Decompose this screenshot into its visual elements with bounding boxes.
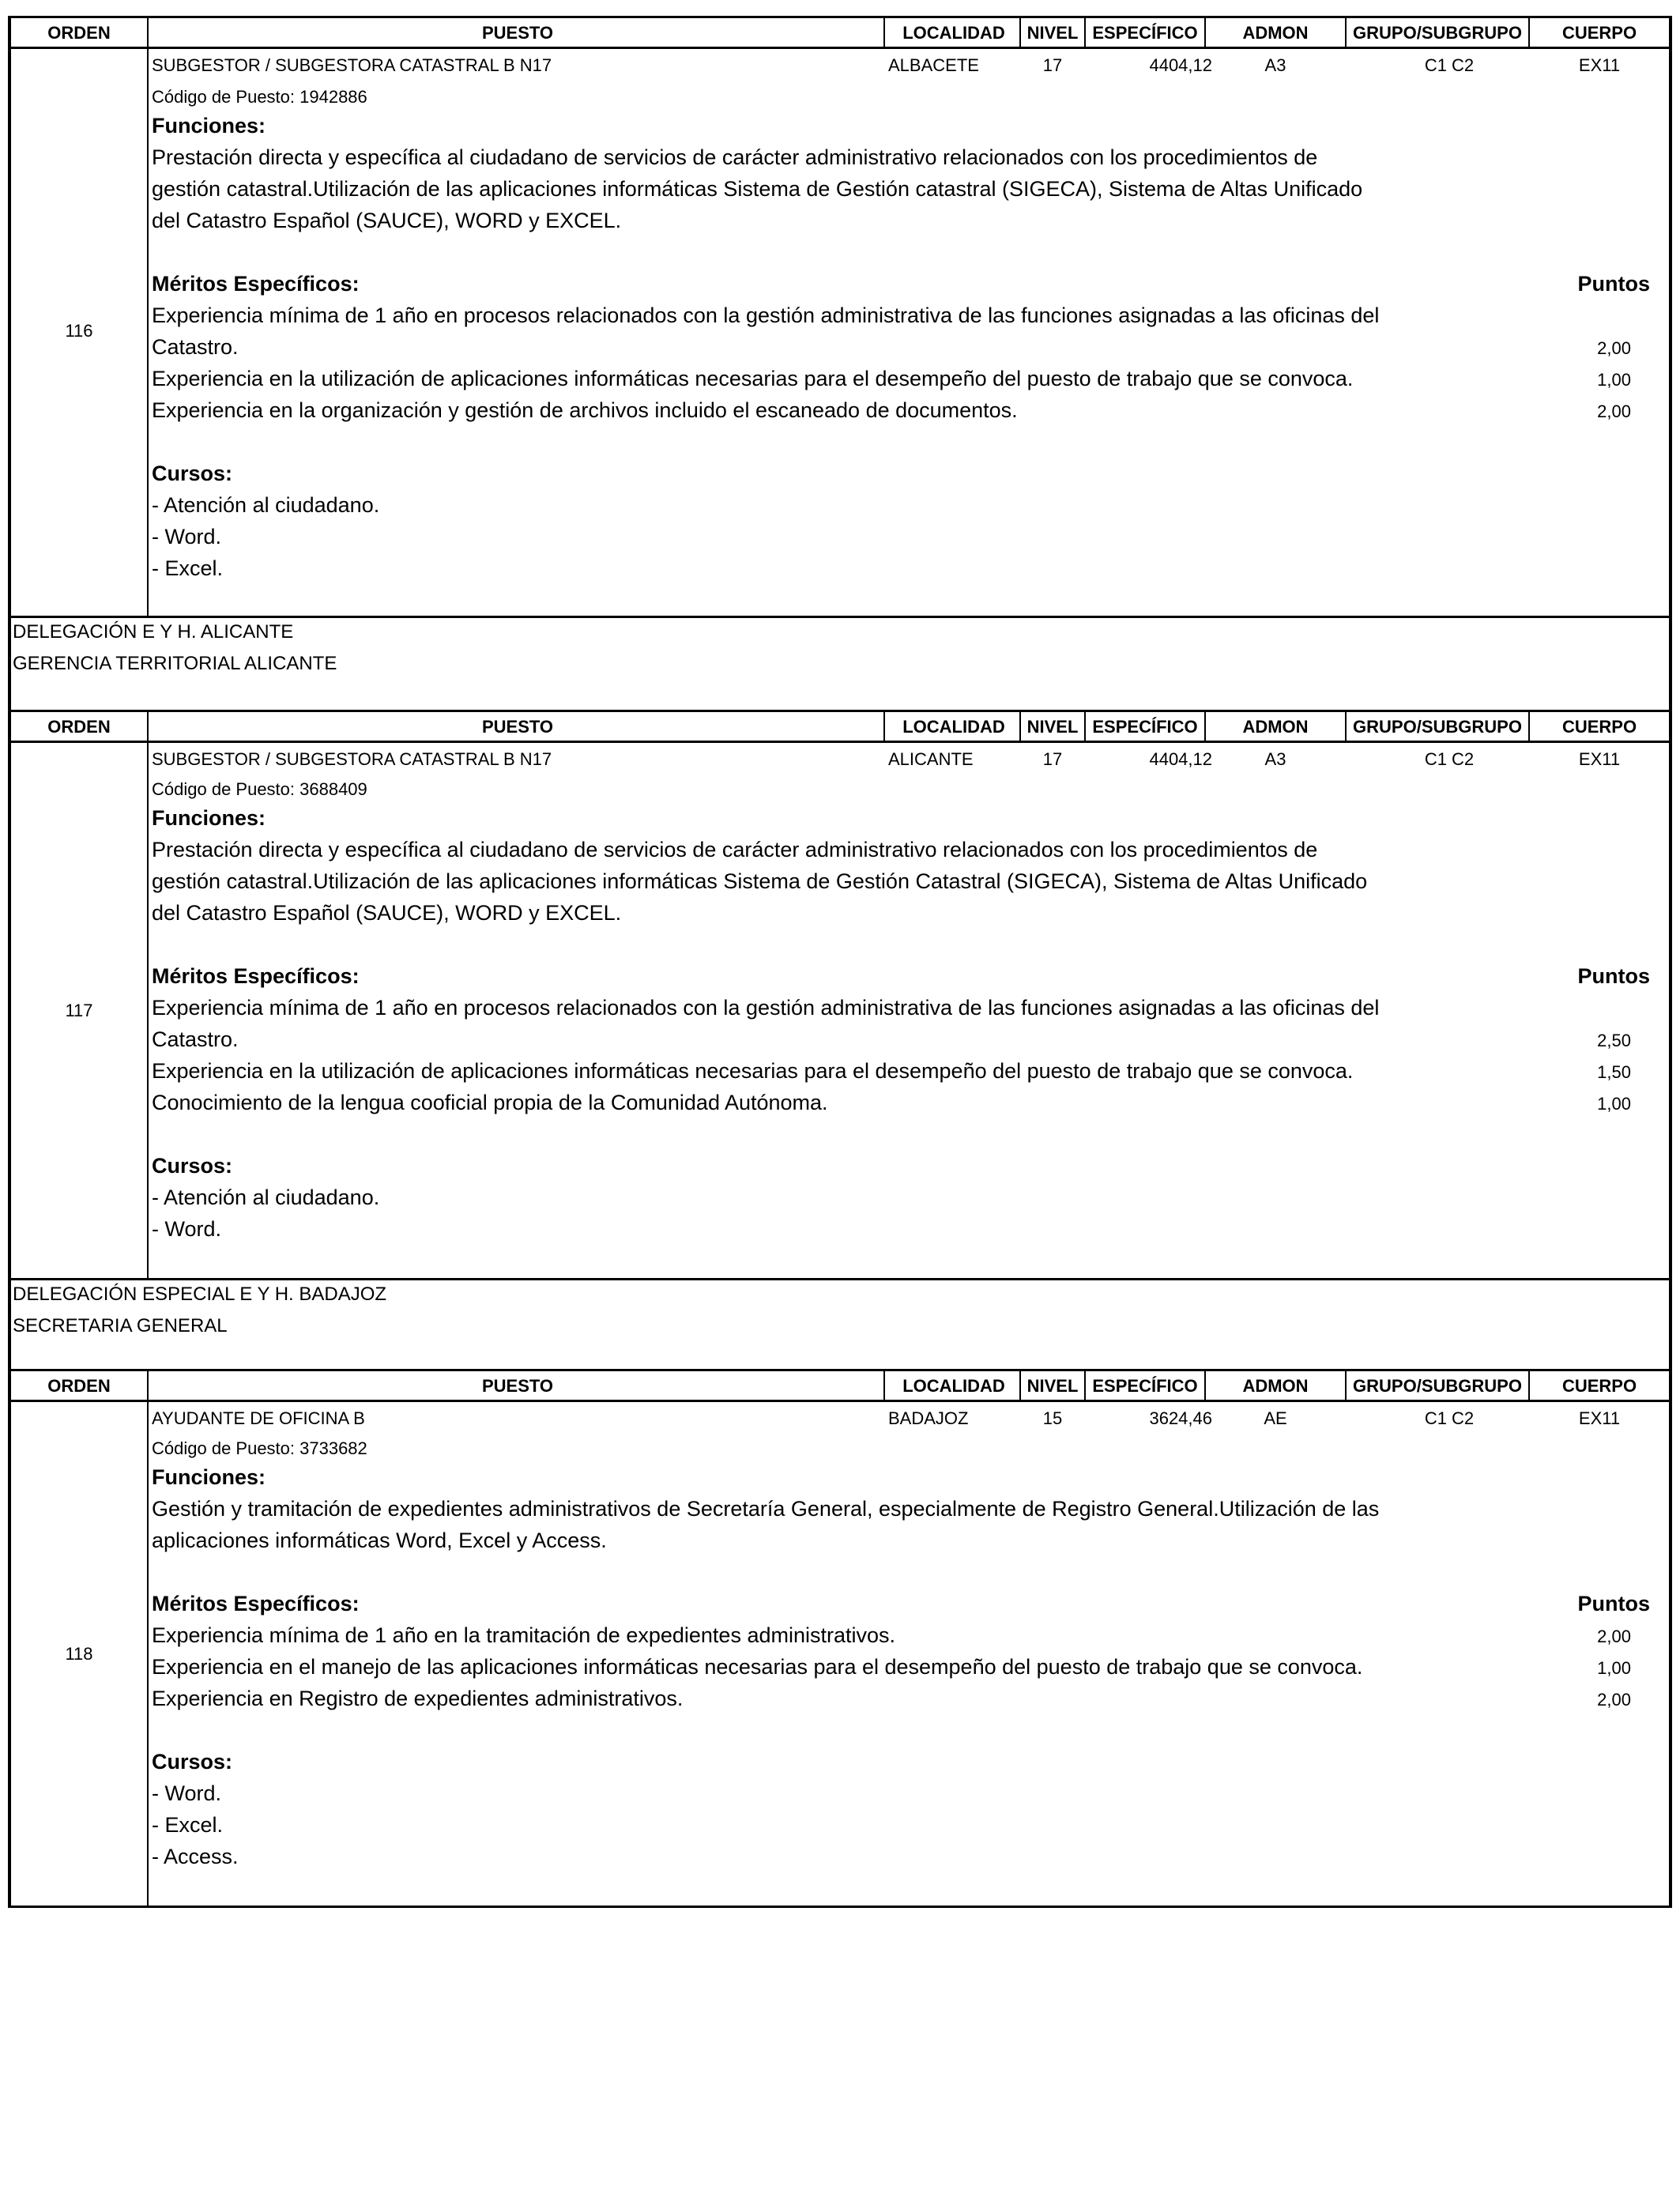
curso-item: - Word. [152, 525, 222, 548]
nivel-value: 15 [1042, 1408, 1063, 1428]
nivel-value: 17 [1042, 749, 1063, 769]
table-header [8, 16, 1672, 49]
grupo-value: C1 C2 [1424, 1408, 1475, 1428]
header-nivel: NIVEL [1026, 717, 1079, 737]
header-puesto: PUESTO [481, 717, 554, 737]
header-especifico: ESPECÍFICO [1092, 23, 1198, 43]
localidad-value: BADAJOZ [888, 1408, 969, 1428]
orden-value: 117 [65, 1001, 93, 1020]
nivel-value: 17 [1042, 55, 1063, 75]
especifico-value: 4404,12 [1149, 55, 1212, 75]
cuerpo-value: EX11 [1578, 55, 1621, 75]
merito-puntos: 1,00 [1597, 370, 1631, 390]
merito-line: Catastro. [152, 335, 239, 359]
delegacion-name: DELEGACIÓN ESPECIAL E Y H. BADAJOZ [13, 1284, 387, 1305]
puntos-label: Puntos [1577, 1592, 1650, 1615]
curso-item: - Word. [152, 1781, 222, 1805]
table-row [8, 1402, 1672, 1908]
merito-line: Experiencia en el manejo de las aplicaciones informáticas necesarias para el desempeño del puesto de trabajo que se convoca. [152, 1655, 1363, 1679]
puesto-name: AYUDANTE DE OFICINA B [152, 1408, 365, 1428]
merito-puntos: 1,50 [1597, 1062, 1631, 1082]
header-admon: ADMON [1242, 717, 1309, 737]
header-admon: ADMON [1242, 1376, 1309, 1396]
cursos-label: Cursos: [152, 1154, 233, 1178]
header-localidad: LOCALIDAD [902, 23, 1005, 43]
header-nivel: NIVEL [1026, 1376, 1079, 1396]
merito-line: Experiencia mínima de 1 año en la tramitación de expedientes administrativos. [152, 1623, 896, 1647]
merito-line: Experiencia en la utilización de aplicaciones informáticas necesarias para el desempeño del puesto de trabajo que se convoca. [152, 367, 1354, 390]
delegacion-block [8, 618, 1672, 711]
puntos-label: Puntos [1577, 964, 1650, 988]
header-localidad: LOCALIDAD [902, 1376, 1005, 1396]
curso-item: - Excel. [152, 556, 224, 580]
meritos-label: Méritos Específicos: [152, 1592, 360, 1615]
header-orden: ORDEN [47, 1376, 111, 1396]
table-row [8, 743, 1672, 1280]
header-grupo: GRUPO/SUBGRUPO [1353, 717, 1522, 737]
admon-value: A3 [1264, 55, 1286, 75]
merito-puntos: 1,00 [1597, 1658, 1631, 1678]
cuerpo-value: EX11 [1578, 1408, 1621, 1428]
funciones-label: Funciones: [152, 1465, 266, 1489]
merito-line: Catastro. [152, 1027, 239, 1051]
unidad-name: GERENCIA TERRITORIAL ALICANTE [13, 653, 337, 674]
merito-puntos: 2,00 [1597, 401, 1631, 421]
header-cuerpo: CUERPO [1561, 717, 1637, 737]
orden-value: 118 [65, 1644, 93, 1664]
merito-line: Experiencia en la utilización de aplicaciones informáticas necesarias para el desempeño del puesto de trabajo que se convoca. [152, 1059, 1354, 1083]
curso-item: - Word. [152, 1217, 222, 1241]
merito-puntos: 2,00 [1597, 338, 1631, 358]
funciones-line: gestión catastral.Utilización de las aplicaciones informáticas Sistema de Gestión Catastral (SIGECA), Sistema de Altas Unificado [152, 869, 1368, 893]
funciones-line: aplicaciones informáticas Word, Excel y Access. [152, 1529, 607, 1552]
header-orden: ORDEN [47, 23, 111, 43]
puntos-label: Puntos [1577, 272, 1650, 296]
merito-line: Experiencia en la organización y gestión de archivos incluido el escaneado de documentos. [152, 398, 1018, 422]
admon-value: A3 [1264, 749, 1286, 769]
localidad-value: ALBACETE [888, 55, 979, 75]
especifico-value: 4404,12 [1149, 749, 1212, 769]
curso-item: - Atención al ciudadano. [152, 493, 380, 517]
merito-line: Experiencia mínima de 1 año en procesos relacionados con la gestión administrativa de las funciones asignadas a las oficinas del [152, 303, 1380, 327]
codigo-puesto: Código de Puesto: 3733682 [152, 1438, 367, 1458]
merito-line: Experiencia en Registro de expedientes administrativos. [152, 1687, 684, 1710]
funciones-line: Gestión y tramitación de expedientes administrativos de Secretaría General, especialmente de Registro General.Utilización de las [152, 1497, 1380, 1521]
curso-item: - Excel. [152, 1813, 224, 1837]
funciones-label: Funciones: [152, 114, 266, 138]
header-localidad: LOCALIDAD [902, 717, 1005, 737]
cuerpo-value: EX11 [1578, 749, 1621, 769]
header-grupo: GRUPO/SUBGRUPO [1353, 23, 1522, 43]
admon-value: AE [1264, 1408, 1287, 1428]
puesto-name: SUBGESTOR / SUBGESTORA CATASTRAL B N17 [152, 55, 552, 75]
header-cuerpo: CUERPO [1561, 1376, 1637, 1396]
header-admon: ADMON [1242, 23, 1309, 43]
header-puesto: PUESTO [481, 1376, 554, 1396]
cursos-label: Cursos: [152, 462, 233, 485]
cursos-label: Cursos: [152, 1750, 233, 1774]
funciones-line: del Catastro Español (SAUCE), WORD y EXCEL. [152, 209, 622, 232]
puesto-name: SUBGESTOR / SUBGESTORA CATASTRAL B N17 [152, 749, 552, 769]
curso-item: - Atención al ciudadano. [152, 1186, 380, 1209]
codigo-puesto: Código de Puesto: 1942886 [152, 87, 367, 107]
table-header [8, 1369, 1672, 1402]
funciones-line: gestión catastral.Utilización de las aplicaciones informáticas Sistema de Gestión catastral (SIGECA), Sistema de Altas Unificado [152, 177, 1363, 201]
meritos-label: Méritos Específicos: [152, 272, 360, 296]
header-orden: ORDEN [47, 717, 111, 737]
curso-item: - Access. [152, 1845, 239, 1868]
header-puesto: PUESTO [481, 23, 554, 43]
merito-puntos: 2,50 [1597, 1031, 1631, 1050]
merito-puntos: 2,00 [1597, 1690, 1631, 1710]
especifico-value: 3624,46 [1149, 1408, 1212, 1428]
header-especifico: ESPECÍFICO [1092, 717, 1198, 737]
table-row [8, 49, 1672, 618]
grupo-value: C1 C2 [1424, 55, 1475, 75]
delegacion-block [8, 1280, 1672, 1374]
funciones-line: del Catastro Español (SAUCE), WORD y EXCEL. [152, 901, 622, 925]
funciones-line: Prestación directa y específica al ciudadano de servicios de carácter administrativo relacionados con los procedimientos de [152, 145, 1318, 169]
header-cuerpo: CUERPO [1561, 23, 1637, 43]
merito-line: Conocimiento de la lengua cooficial propia de la Comunidad Autónoma. [152, 1091, 828, 1114]
funciones-label: Funciones: [152, 806, 266, 830]
merito-line: Experiencia mínima de 1 año en procesos relacionados con la gestión administrativa de las funciones asignadas a las oficinas del [152, 996, 1380, 1020]
funciones-line: Prestación directa y específica al ciudadano de servicios de carácter administrativo relacionados con los procedimientos de [152, 838, 1318, 861]
orden-value: 116 [65, 321, 93, 341]
grupo-value: C1 C2 [1424, 749, 1475, 769]
unidad-name: SECRETARIA GENERAL [13, 1315, 228, 1336]
codigo-puesto: Código de Puesto: 3688409 [152, 779, 367, 799]
header-especifico: ESPECÍFICO [1092, 1376, 1198, 1396]
header-nivel: NIVEL [1026, 23, 1079, 43]
delegacion-name: DELEGACIÓN E Y H. ALICANTE [13, 621, 294, 643]
meritos-label: Méritos Específicos: [152, 964, 360, 988]
header-grupo: GRUPO/SUBGRUPO [1353, 1376, 1522, 1396]
table-header [8, 710, 1672, 743]
localidad-value: ALICANTE [888, 749, 974, 769]
merito-puntos: 2,00 [1597, 1627, 1631, 1646]
merito-puntos: 1,00 [1597, 1094, 1631, 1114]
